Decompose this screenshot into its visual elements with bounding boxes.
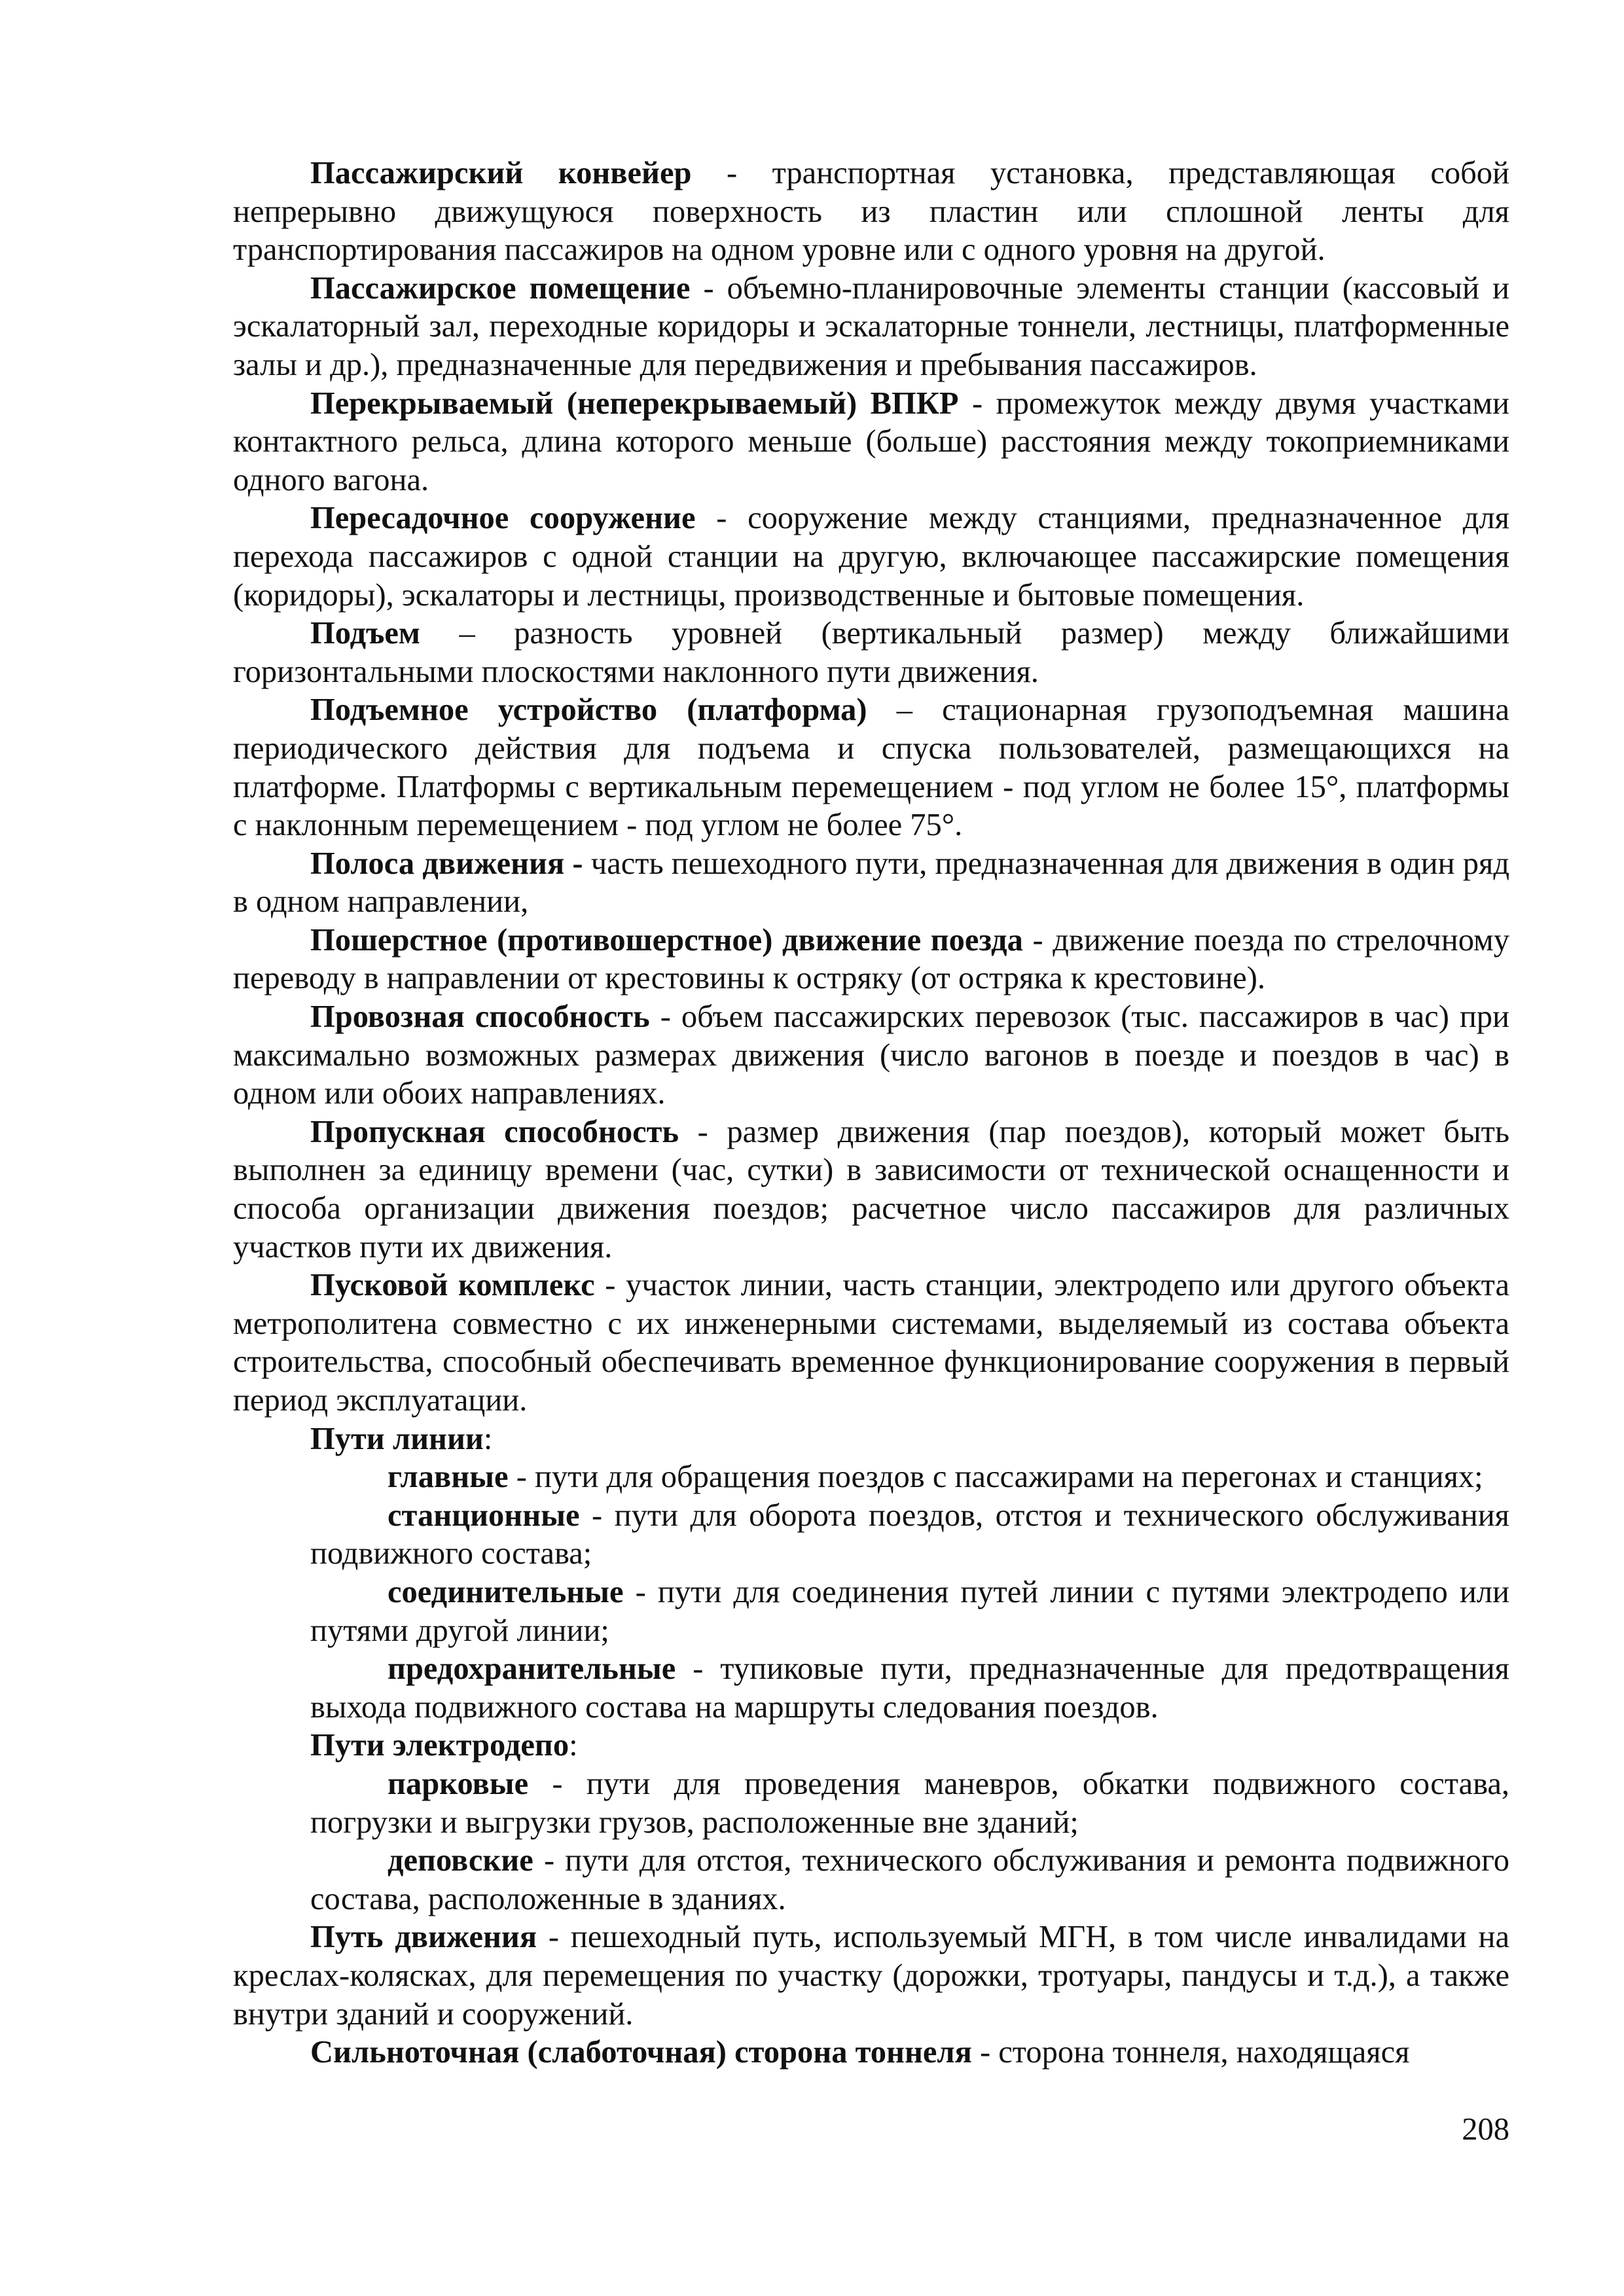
definition-station-tracks: [310, 1497, 1509, 1573]
definition-text: :: [483, 1421, 493, 1456]
term: Пропускная способность: [310, 1114, 679, 1149]
definition-movement-path: [233, 1918, 1509, 2034]
definition-text: - сторона тоннеля, находящаяся: [971, 2035, 1410, 2070]
definition-carrying-capacity: [233, 998, 1509, 1113]
term: деповские: [388, 1843, 533, 1878]
definition-text: - промежуток между двумя участками контактного рельса, длина которого меньше (больше) расстояния между токоприемниками одного вагона.: [233, 386, 1509, 497]
term: парковые: [388, 1766, 529, 1801]
definition-text: - пути для соединения путей линии с путями электродепо или путями другой линии;: [310, 1574, 1509, 1648]
definition-passenger-room: [233, 270, 1509, 385]
definition-text: – разность уровней (вертикальный размер) между ближайшими горизонтальными плоскостями наклонного пути движения.: [233, 616, 1509, 689]
definition-text: - пути для отстоя, технического обслуживания и ремонта подвижного состава, расположенные в зданиях.: [310, 1843, 1509, 1916]
term: Подъем: [310, 616, 420, 651]
definition-launch-complex: [233, 1266, 1509, 1420]
term: Пассажирский конвейер: [310, 156, 692, 190]
term: Пути линии: [310, 1421, 484, 1456]
page-number: 208: [1462, 2112, 1509, 2147]
definition-text: - сооружение между станциями, предназначенное для перехода пассажиров с одной станции на другую, включающее пассажирские помещения (коридоры), эскалаторы и лестницы, производственные и бытовые помещения.: [233, 501, 1509, 613]
definition-text: - объемно-планировочные элементы станции (кассовый и эскалаторный зал, переходные коридоры и эскалаторные тоннели, лестницы, платформенные залы и др.), предназначенные для передвижения и пребывания пассажиров.: [233, 270, 1509, 382]
definition-park-tracks: [310, 1765, 1509, 1842]
term: соединительные: [388, 1574, 624, 1609]
definition-text: - транспортная установка, представляющая собой непрерывно движущуюся поверхность из пластин или сплошной ленты для транспортирования пассажиров на одном уровне или с одного уровня на другой.: [233, 156, 1510, 268]
definition-lifting-device: [233, 691, 1509, 844]
term: Подъемное устройство (платформа): [310, 692, 867, 728]
term: Пусковой комплекс: [310, 1268, 595, 1303]
definition-tunnel-side: [233, 2034, 1509, 2072]
definition-main-tracks: [310, 1458, 1509, 1497]
term: Пошерстное (противошерстное) движение поезда: [310, 922, 1023, 958]
term: Провозная способность: [310, 999, 650, 1035]
definition-text: - участок линии, часть станции, электродепо или другого объекта метрополитена совместно с их инженерными системами, выделяемый из состава объекта строительства, способный обеспечивать временное функционирование сооружения в первый период эксплуатации.: [233, 1268, 1509, 1418]
term: Перекрываемый (неперекрываемый) ВПКР: [310, 386, 959, 421]
definition-traffic-lane: [233, 845, 1509, 922]
term: Пути электродепо: [310, 1728, 569, 1763]
document-body: [233, 154, 1509, 2072]
term: Путь движения: [310, 1920, 537, 1955]
definition-throughput-capacity: [233, 1113, 1509, 1266]
definition-text: - движение поезда по стрелочному переводу в направлении от крестовины к остряку (от остряка к крестовине).: [233, 922, 1509, 996]
term: главные: [388, 1460, 509, 1495]
definition-text: - пути для проведения маневров, обкатки подвижного состава, погрузки и выгрузки грузов, расположенные вне зданий;: [310, 1766, 1509, 1840]
definition-transfer-structure: [233, 499, 1509, 615]
definition-safety-tracks: [310, 1650, 1509, 1727]
definition-text: - объем пассажирских перевозок (тыс. пассажиров в час) при максимально возможных размерах движения (число вагонов в поезде и поездов в час) в одном или обоих направлениях.: [233, 999, 1510, 1111]
definition-depot-tracks: [310, 1842, 1509, 1918]
definition-text: часть пешеходного пути, предназначенная для движения в один ряд в одном направлении,: [233, 846, 1510, 920]
definition-overlapped-gap: [233, 385, 1509, 500]
term: Сильноточная (слаботочная) сторона тоннеля: [310, 2035, 972, 2070]
definition-passenger-conveyor: [233, 154, 1509, 270]
term: Пересадочное сооружение: [310, 501, 696, 536]
definition-text: - тупиковые пути, предназначенные для предотвращения выхода подвижного состава на маршруты следования поездов.: [310, 1651, 1509, 1725]
definition-text: - пути для оборота поездов, отстоя и технического обслуживания подвижного состава;: [310, 1498, 1509, 1571]
definition-text: – стационарная грузоподъемная машина периодического действия для подъема и спуска пользователей, размещающихся на платформе. Платформы с вертикальным перемещением - под углом не более 15°, платформы с наклонным перемещением - под углом не более 75°.: [233, 692, 1510, 843]
definition-text: - размер движения (пар поездов), который может быть выполнен за единицу времени (час, сутки) в зависимости от технической оснащенности и способа организации движения поездов; расчетное число пассажиров для различных участков пути их движения.: [233, 1114, 1509, 1265]
heading-depot-tracks: [233, 1727, 1509, 1765]
term: предохранительные: [388, 1651, 676, 1687]
definition-text: - пешеходный путь, используемый МГН, в том числе инвалидами на креслах-колясках, для перемещения по участку (дорожки, тротуары, пандусы и т.д.), а также внутри зданий и сооружений.: [233, 1920, 1509, 2032]
term: станционные: [388, 1498, 580, 1533]
definition-connecting-tracks: [310, 1573, 1509, 1650]
definition-trailing-movement: [233, 922, 1509, 998]
definition-rise: [233, 615, 1509, 691]
heading-line-tracks: [233, 1420, 1509, 1459]
definition-text: :: [569, 1728, 578, 1763]
term: Пассажирское помещение: [310, 270, 691, 306]
term: Полоса движения -: [310, 846, 583, 881]
definition-text: - пути для обращения поездов с пассажирами на перегонах и станциях;: [508, 1460, 1483, 1495]
